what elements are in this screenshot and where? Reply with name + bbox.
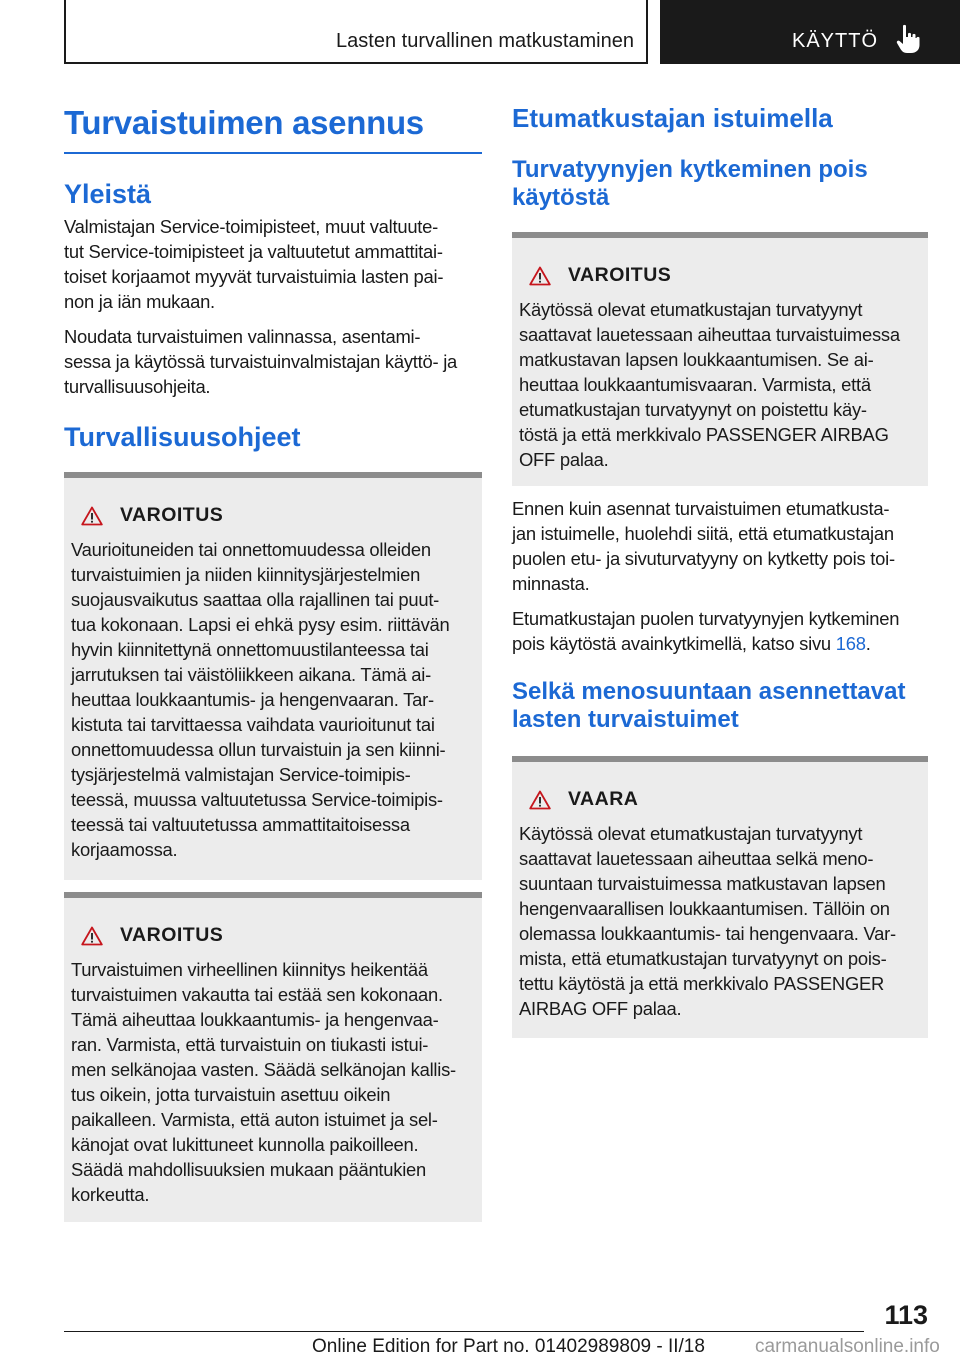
heading-airbag-deactivation: Turvatyynyjen kytkeminen pois käytöstä [512,156,868,211]
danger-text: Käytössä olevat etumatkustajan turvatyynyt saattavat lauetessaan aiheuttaa selkä meno- suuntaan turvaistuimessa matkustavan lapsen hengenvaarallisen loukkaantumisen. Tällöin on olemassa loukkaantumis- tai hengenvaara. Var- mista, että etumatkustajan turvatyynyt on pois- tettu käytöstä ja että merkkivalo PASSENGER AIRBAG OFF palaa. [519,823,896,1019]
footer-rule [64,1331,864,1332]
page-number: 113 [884,1300,928,1330]
warning-triangle-icon [81,506,103,526]
heading-general: Yleistä [64,179,152,209]
warning-triangle-icon [81,926,103,946]
danger-label: VAARA [568,788,639,810]
install-paragraph: Ennen kuin asennat turvaistuimen etumatkusta- jan istuimelle, huolehdi siitä, että etumatkustajan puolen etu- ja sivuturvatyyny on kytketty pois toi- minnasta. [512,498,895,594]
warning-box [64,892,482,1222]
danger-triangle-icon [529,790,551,810]
warning-label: VAROITUS [120,924,224,946]
warning-text: Käytössä olevat etumatkustajan turvatyynyt saattavat lauetessaan aiheuttaa turvaistuimessa matkustavan lapsen loukkaantumisen. Se ai- heuttaa loukkaantumisvaaran. Varmista, että etumatkustajan turvatyynyt on poistettu käy- töstä ja että merkkivalo PASSENGER AIRBAG OFF palaa. [519,299,900,470]
warning-box [512,232,928,486]
general-paragraph-2: Noudata turvaistuimen valinnassa, asentami- sessa ja käytössä turvaistuinvalmistajan käyttö- ja turvallisuusohjeita. [64,326,458,397]
heading-front-seat: Etumatkustajan istuimella [512,103,833,133]
danger-box [512,756,928,1038]
key-switch-text-end: . [865,633,871,654]
key-switch-text: Etumatkustajan puolen turvatyynyjen kytkeminen pois käytöstä avainkytkimellä, katso sivu [512,608,900,654]
title-rule [64,152,482,154]
general-paragraph-1: Valmistajan Service-toimipisteet, muut valtuute- tut Service-toimipisteet ja valtuutetut ammattitai- toiset korjaamot myyvät turvaistuimia lasten pai- non ja iän mukaan. [64,216,444,312]
warning-triangle-icon [529,266,551,286]
footer-watermark: carmanualsonline.info [755,1336,940,1357]
chapter-tab[interactable] [660,0,960,64]
warning-text: Turvaistuimen virheellinen kiinnitys heikentää turvaistuimen vakautta tai estää sen kokonaan. Tämä aiheuttaa loukkaantumis- ja hengenvaa- ran. Varmista, että turvaistuin on tiukasti istui- men selkänojaa vasten. Säädä selkänojan kallis- tus oikein, jotta turvaistuin asettuu oikein paikalleen. Varmista, että auton istuimet ja sel- känojat ovat lukittuneet kunnolla paikoilleen. Säädä mahdollisuuksien mukaan pääntukien korkeutta. [71,959,456,1205]
warning-label: VAROITUS [120,504,224,526]
hand-pointer-icon [896,24,922,54]
chapter-tab-label: KÄYTTÖ [792,30,879,52]
page-reference-link[interactable]: 168 [835,633,866,654]
left-column [64,100,482,1222]
right-column [512,100,928,1038]
page-title: Turvaistuimen asennus [64,104,424,141]
warning-box [64,472,482,880]
warning-label: VAROITUS [568,264,672,286]
section-title: Lasten turvallinen matkustaminen [336,30,634,52]
footer-edition: Online Edition for Part no. 01402989809 - II/18 [312,1336,705,1357]
warning-text: Vaurioituneiden tai onnettomuudessa olleiden turvaistuimien ja niiden kiinnitysjärjestelmien suojausvaikutus saattaa olla rajallinen tai puut- tua kokonaan. Lapsi ei ehkä pysy esim. riittävän hyvin kiinnitettynä onnettomuustilanteessa tai jarrutuksen tai väistöliikkeen aikana. Tämä ai- heuttaa loukkaantumis- ja hengenvaaran. Tar- kistuta tai tarvittaessa vaihdata vaurioitunut tai onnettomuudessa ollun turvaistuin ja sen kiinni- tysjärjestelmä valmistajan Service-toimipis- teessä, muussa valtuutetussa Service-toimipis- teessä tai valtuutetussa ammattitaitoisessa korjaamossa. [71,539,450,860]
key-switch-paragraph [512,606,928,656]
header-section-box [64,0,648,64]
heading-safety: Turvallisuusohjeet [64,422,301,452]
heading-rear-facing-seats: Selkä menosuuntaan asennettavat lasten turvaistuimet [512,678,906,733]
